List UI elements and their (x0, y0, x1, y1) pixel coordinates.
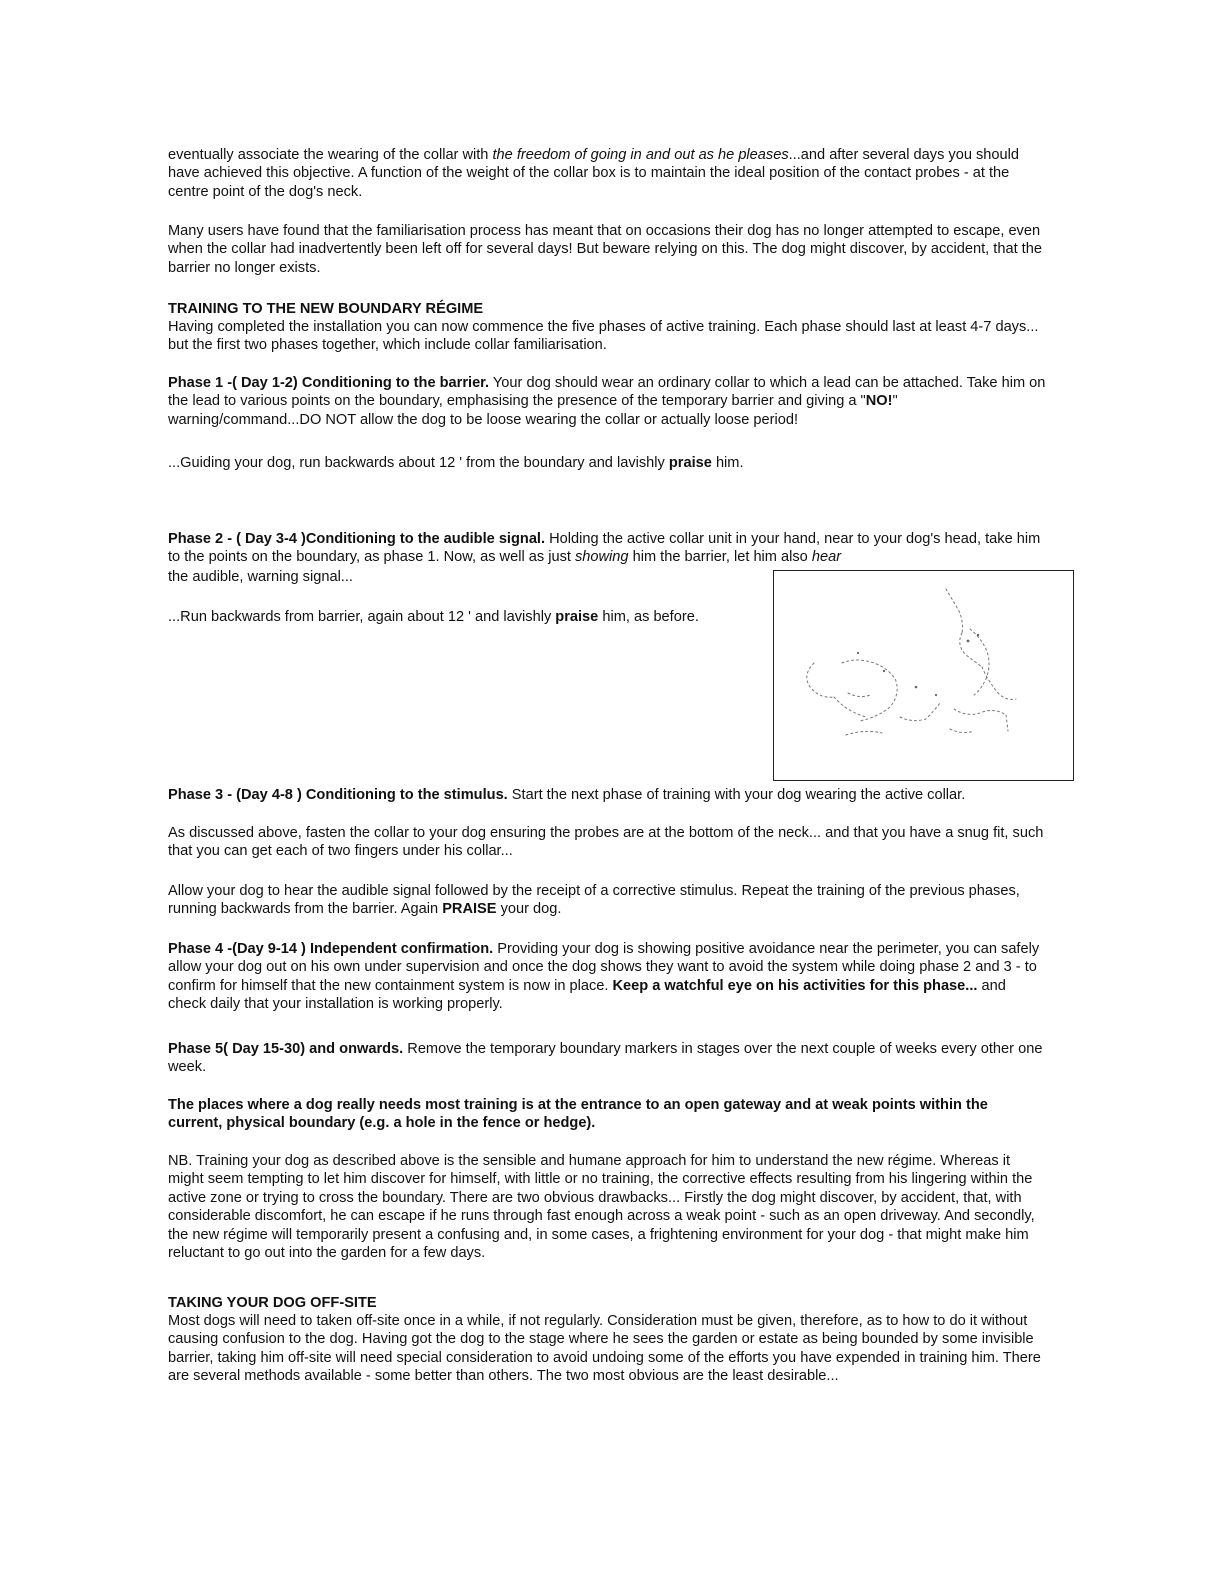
phase-2-praise: praise (555, 609, 599, 625)
phase-1-guide-text: ...Guiding your dog, run backwards about 12 ' from the boundary and lavishly (168, 455, 669, 471)
phase-1-no-command: NO! (865, 393, 893, 410)
phase-1-text-continued: " warning/command...DO NOT allow the dog to be loose wearing the collar or actually loose period! (168, 393, 898, 428)
phase-1-praise: praise (668, 455, 712, 471)
section-heading-off-site: TAKING YOUR DOG OFF-SITE (168, 1295, 377, 1311)
phase-5-title: Phase 5( Day 15-30) and onwards. (168, 1041, 404, 1057)
dog-illustration (773, 570, 1074, 781)
phase-5-paragraph (168, 1040, 1048, 1077)
phase-3-paragraph (168, 786, 1008, 804)
phase-1-guide-end: him. (711, 455, 744, 471)
phase-2-title: Phase 2 - ( Day 3-4 )Conditioning to the audible signal. (168, 531, 546, 547)
phase-4-text-end: and check daily that your installation is working properly. (168, 977, 1006, 1013)
phase-3-stimulus-end: your dog. (496, 901, 562, 918)
phase-2-run-paragraph (168, 608, 768, 626)
dog-sketch-icon (774, 571, 1072, 779)
phase-4-paragraph (168, 940, 1048, 1014)
phase-1-paragraph (168, 374, 1048, 429)
off-site-paragraph: Most dogs will need to taken off-site once in a while, if not regularly. Consideration must be given, therefore, as to how to do it without causing confusion to the dog. Having got the dog to the stage where he sees the garden or estate as being bounded by some invisible barrier, taking him off-site will need special consideration to avoid undoing some of the efforts you have expended in training him. There are several methods available - some better than others. The two most obvious are the least desirable... (168, 1313, 1041, 1385)
nb-paragraph: NB. Training your dog as described above is the sensible and humane approach for him to understand the new régime. Whereas it might seem tempting to let him discover for himself, with little or no training, the corrective effects resulting from his lingering within the active zone or trying to cross the boundary. There are two obvious drawbacks... Firstly the dog might discover, by accident, that, with considerable discomfort, he can escape if he runs through fast enough across a weak point - such as an open driveway. And secondly, the new régime will temporarily present a confusing and, in some cases, a frightening environment for your dog - that might make him reluctant to go out into the garden for a few days. (168, 1153, 1035, 1262)
section-heading-training: TRAINING TO THE NEW BOUNDARY RÉGIME (168, 301, 484, 317)
phase-2-text: Holding the active collar unit in your hand, near to your dog's head, take him to the points on the boundary, as phase 1. Now, as well as just (168, 531, 1041, 566)
phase-3-collar-paragraph: As discussed above, fasten the collar to your dog ensuring the probes are at the bottom of the neck... and that you have a snug fit, such that you can get each of two fingers under his collar... (168, 825, 1044, 860)
phase-2-hear: hear (811, 549, 842, 566)
phase-5-text: Remove the temporary boundary markers in stages over the next couple of weeks every other one week. (168, 1041, 1043, 1076)
phase-3-stimulus-paragraph (168, 882, 1048, 919)
emphasis-paragraph: The places where a dog really needs most training is at the entrance to an open gateway and at weak points within the current, physical boundary (e.g. a hole in the fence or hedge). (168, 1097, 988, 1132)
phase-2-run-end: him, as before. (598, 609, 699, 625)
training-intro-paragraph: Having completed the installation you can now commence the five phases of active training. Each phase should last at least 4-7 days... but the first two phases together, which include collar familiarisation. (168, 319, 1039, 354)
phase-2-paragraph (168, 530, 1048, 567)
phase-1-text: Your dog should wear an ordinary collar to which a lead can be attached. Take him on the lead to various points on the boundary, emphasising the presence of the temporary barrier and giving a " (168, 375, 1046, 410)
phase-3-praise: PRAISE (442, 901, 497, 918)
intro-text-continued: ...and after several days you should have achieved this objective. A function of the weight of the collar box is to maintain the ideal position of the contact probes - at the centre point of the dog's neck. (168, 147, 1020, 200)
familiarisation-paragraph: Many users have found that the familiarisation process has meant that on occasions their dog has no longer attempted to escape, even when the collar had inadvertently been left off for several days! But beware relying on this. The dog might discover, by accident, that the barrier no longer exists. (168, 223, 1042, 276)
phase-4-text: Providing your dog is showing positive avoidance near the perimeter, you can safely allow your dog out on his own under supervision and once the dog shows they want to avoid the system while doing phase 2 and 3 - to confirm for himself that the new containment system is now in place. (168, 941, 1040, 994)
intro-text: eventually associate the wearing of the collar with (168, 147, 493, 163)
phase-1-guide-paragraph (168, 454, 1048, 472)
phase-2-showing: showing (574, 549, 629, 566)
phase-2-text-b: him the barrier, let him also (628, 549, 812, 566)
phase-3-title: Phase 3 - (Day 4-8 ) Conditioning to the stimulus. (168, 787, 508, 803)
phase-1-title: Phase 1 -( Day 1-2) Conditioning to the barrier. (168, 375, 490, 391)
phase-3-text: Start the next phase of training with your dog wearing the active collar. (507, 787, 966, 803)
phase-2-run-text: ...Run backwards from barrier, again about 12 ' and lavishly (168, 609, 556, 625)
intro-italic-text: the freedom of going in and out as he pleases (492, 147, 789, 163)
intro-paragraph (168, 146, 1048, 201)
phase-3-stimulus-text: Allow your dog to hear the audible signal followed by the receipt of a corrective stimulus. Repeat the training of the previous phases, running backwards from the barrier. Again (168, 883, 1020, 918)
phase-2-audible-line: the audible, warning signal... (168, 569, 353, 585)
phase-4-watchful: Keep a watchful eye on his activities for this phase... (612, 977, 978, 994)
phase-4-title: Phase 4 -(Day 9-14 ) Independent confirmation. (168, 941, 494, 957)
